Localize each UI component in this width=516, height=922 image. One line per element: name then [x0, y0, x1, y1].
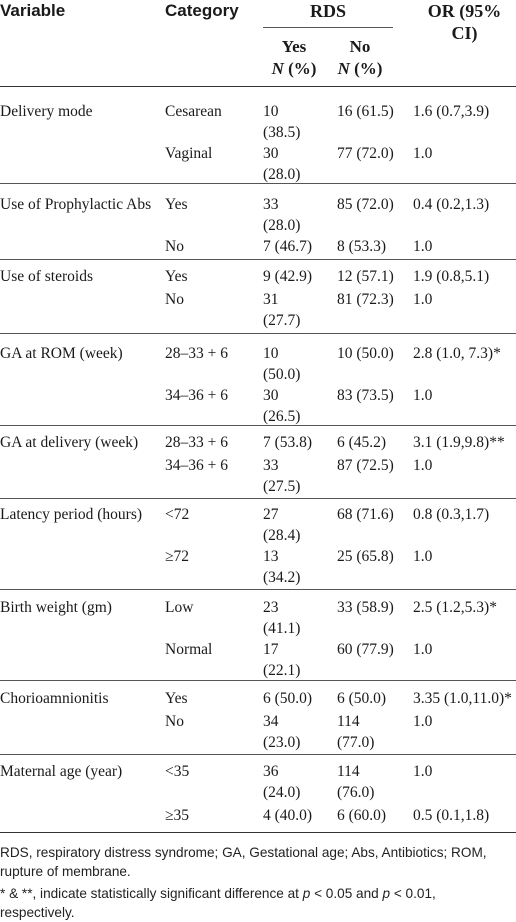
cell-yes: 27 (28.4) [263, 506, 301, 544]
header-yes-unit [263, 58, 325, 80]
cell-yes: 7 (53.8) [263, 434, 313, 451]
header-or-line1: OR (95% [427, 1, 502, 21]
footnote-sig-prefix: * & **, indicate statistically significant difference at [0, 886, 303, 901]
cell-category: ≥72 [165, 548, 190, 565]
cell-variable: GA at ROM (week) [0, 345, 123, 362]
cell-or: 1.0 [413, 548, 433, 565]
cell-no: 16 (61.5) [337, 103, 394, 120]
cell-or: 1.0 [413, 145, 433, 162]
header-variable: Variable [0, 1, 66, 20]
footnote-significance [0, 884, 512, 922]
cell-yes: 36 (24.0) [263, 763, 301, 801]
footnote-p1: p [302, 886, 311, 901]
cell-no: 60 (77.9) [337, 641, 394, 658]
row-divider [0, 754, 516, 755]
rds-subheader-rule [263, 27, 393, 28]
row-divider [0, 589, 516, 590]
cell-or: 1.0 [413, 238, 433, 255]
cell-category: Low [165, 599, 194, 616]
cell-yes: 9 (42.9) [263, 268, 313, 285]
footnote-p2: p [382, 886, 391, 901]
cell-or: 1.0 [413, 713, 433, 730]
header-no-n: N [337, 59, 350, 78]
cell-no: 77 (72.0) [337, 145, 394, 162]
cell-category: Cesarean [165, 103, 222, 120]
header-yes [263, 36, 325, 80]
cell-category: Normal [165, 641, 213, 658]
row-divider [0, 333, 516, 334]
cell-category: 28–33 + 6 [165, 345, 228, 362]
cell-category: <72 [165, 506, 190, 523]
header-no-pct: (%) [349, 59, 383, 78]
cell-yes: 7 (46.7) [263, 238, 313, 255]
cell-category: 34–36 + 6 [165, 457, 228, 474]
header-no [327, 36, 393, 80]
cell-category: Yes [165, 690, 188, 707]
cell-yes: 30 (28.0) [263, 145, 301, 183]
cell-variable: Use of Prophylactic Abs [0, 196, 152, 213]
cell-yes: 13 (34.2) [263, 548, 301, 586]
row-divider [0, 680, 516, 681]
table-bottom-rule [0, 832, 516, 833]
row-divider [0, 183, 516, 184]
cell-no: 114 (77.0) [337, 713, 375, 751]
cell-or: 0.8 (0.3,1.7) [413, 506, 490, 523]
cell-or: 1.0 [413, 457, 433, 474]
cell-or: 3.35 (1.0,11.0)* [413, 690, 512, 707]
cell-yes: 31 (27.7) [263, 291, 301, 329]
cell-category: No [165, 238, 184, 255]
cell-or: 3.1 (1.9,9.8)** [413, 434, 505, 451]
cell-no: 87 (72.5) [337, 457, 394, 474]
cell-no: 6 (50.0) [337, 690, 387, 707]
header-yes-pct: (%) [283, 59, 317, 78]
cell-or: 1.9 (0.8,5.1) [413, 268, 490, 285]
cell-or: 0.4 (0.2,1.3) [413, 196, 490, 213]
cell-variable: Latency period (hours) [0, 506, 143, 523]
cell-variable: Chorioamnionitis [0, 690, 109, 707]
footnote-mid: < 0.05 and [310, 886, 383, 901]
header-yes-label: Yes [281, 37, 307, 56]
header-no-unit [327, 58, 393, 80]
cell-category: Yes [165, 268, 188, 285]
cell-or: 0.5 (0.1,1.8) [413, 807, 490, 824]
cell-no: 114 (76.0) [337, 763, 375, 801]
cell-or: 1.0 [413, 291, 433, 308]
cell-category: ≥35 [165, 807, 190, 824]
header-rds: RDS [309, 1, 346, 21]
cell-yes: 10 (38.5) [263, 103, 301, 141]
cell-or: 2.5 (1.2,5.3)* [413, 599, 497, 616]
cell-or: 2.8 (1.0, 7.3)* [413, 345, 501, 362]
cell-no: 6 (60.0) [337, 807, 387, 824]
cell-or: 1.0 [413, 387, 433, 404]
cell-category: No [165, 713, 184, 730]
cell-category: Vaginal [165, 145, 213, 162]
cell-yes: 30 (26.5) [263, 387, 301, 425]
footnote-abbreviations: RDS, respiratory distress syndrome; GA, Gestational age; Abs, Antibiotics; ROM, rupture of membrane. [0, 845, 487, 879]
cell-yes: 23 (41.1) [263, 599, 301, 637]
cell-variable: Birth weight (gm) [0, 599, 112, 616]
cell-yes: 17 (22.1) [263, 641, 301, 679]
header-or-line2: CI) [451, 23, 478, 43]
row-divider [0, 498, 516, 499]
cell-no: 85 (72.0) [337, 196, 394, 213]
cell-yes: 10 (50.0) [263, 345, 301, 383]
header-bottom-rule [0, 86, 516, 87]
cell-no: 8 (53.3) [337, 238, 387, 255]
cell-variable: GA at delivery (week) [0, 434, 139, 451]
cell-no: 81 (72.3) [337, 291, 394, 308]
cell-category: <35 [165, 763, 190, 780]
header-no-label: No [349, 37, 371, 56]
row-divider [0, 259, 516, 260]
row-divider [0, 425, 516, 426]
cell-yes: 6 (50.0) [263, 690, 313, 707]
header-category: Category [165, 1, 239, 20]
cell-category: No [165, 291, 184, 308]
cell-variable: Delivery mode [0, 103, 93, 120]
cell-category: Yes [165, 196, 188, 213]
header-or [413, 0, 516, 44]
cell-yes: 34 (23.0) [263, 713, 301, 751]
cell-no: 10 (50.0) [337, 345, 394, 362]
cell-or: 1.6 (0.7,3.9) [413, 103, 490, 120]
cell-no: 68 (71.6) [337, 506, 394, 523]
cell-no: 12 (57.1) [337, 268, 394, 285]
cell-yes: 33 (27.5) [263, 457, 301, 495]
cell-variable: Use of steroids [0, 268, 93, 285]
cell-no: 25 (65.8) [337, 548, 394, 565]
cell-yes: 4 (40.0) [263, 807, 313, 824]
cell-no: 33 (58.9) [337, 599, 394, 616]
cell-variable: Maternal age (year) [0, 763, 123, 780]
cell-no: 83 (73.5) [337, 387, 394, 404]
footnote-suffix: < 0.01, respectively. [0, 886, 436, 920]
cell-or: 1.0 [413, 763, 433, 780]
cell-yes: 33 (28.0) [263, 196, 301, 234]
header-yes-n: N [271, 59, 284, 78]
cell-category: 34–36 + 6 [165, 387, 228, 404]
cell-no: 6 (45.2) [337, 434, 387, 451]
cell-or: 1.0 [413, 641, 433, 658]
cell-category: 28–33 + 6 [165, 434, 228, 451]
